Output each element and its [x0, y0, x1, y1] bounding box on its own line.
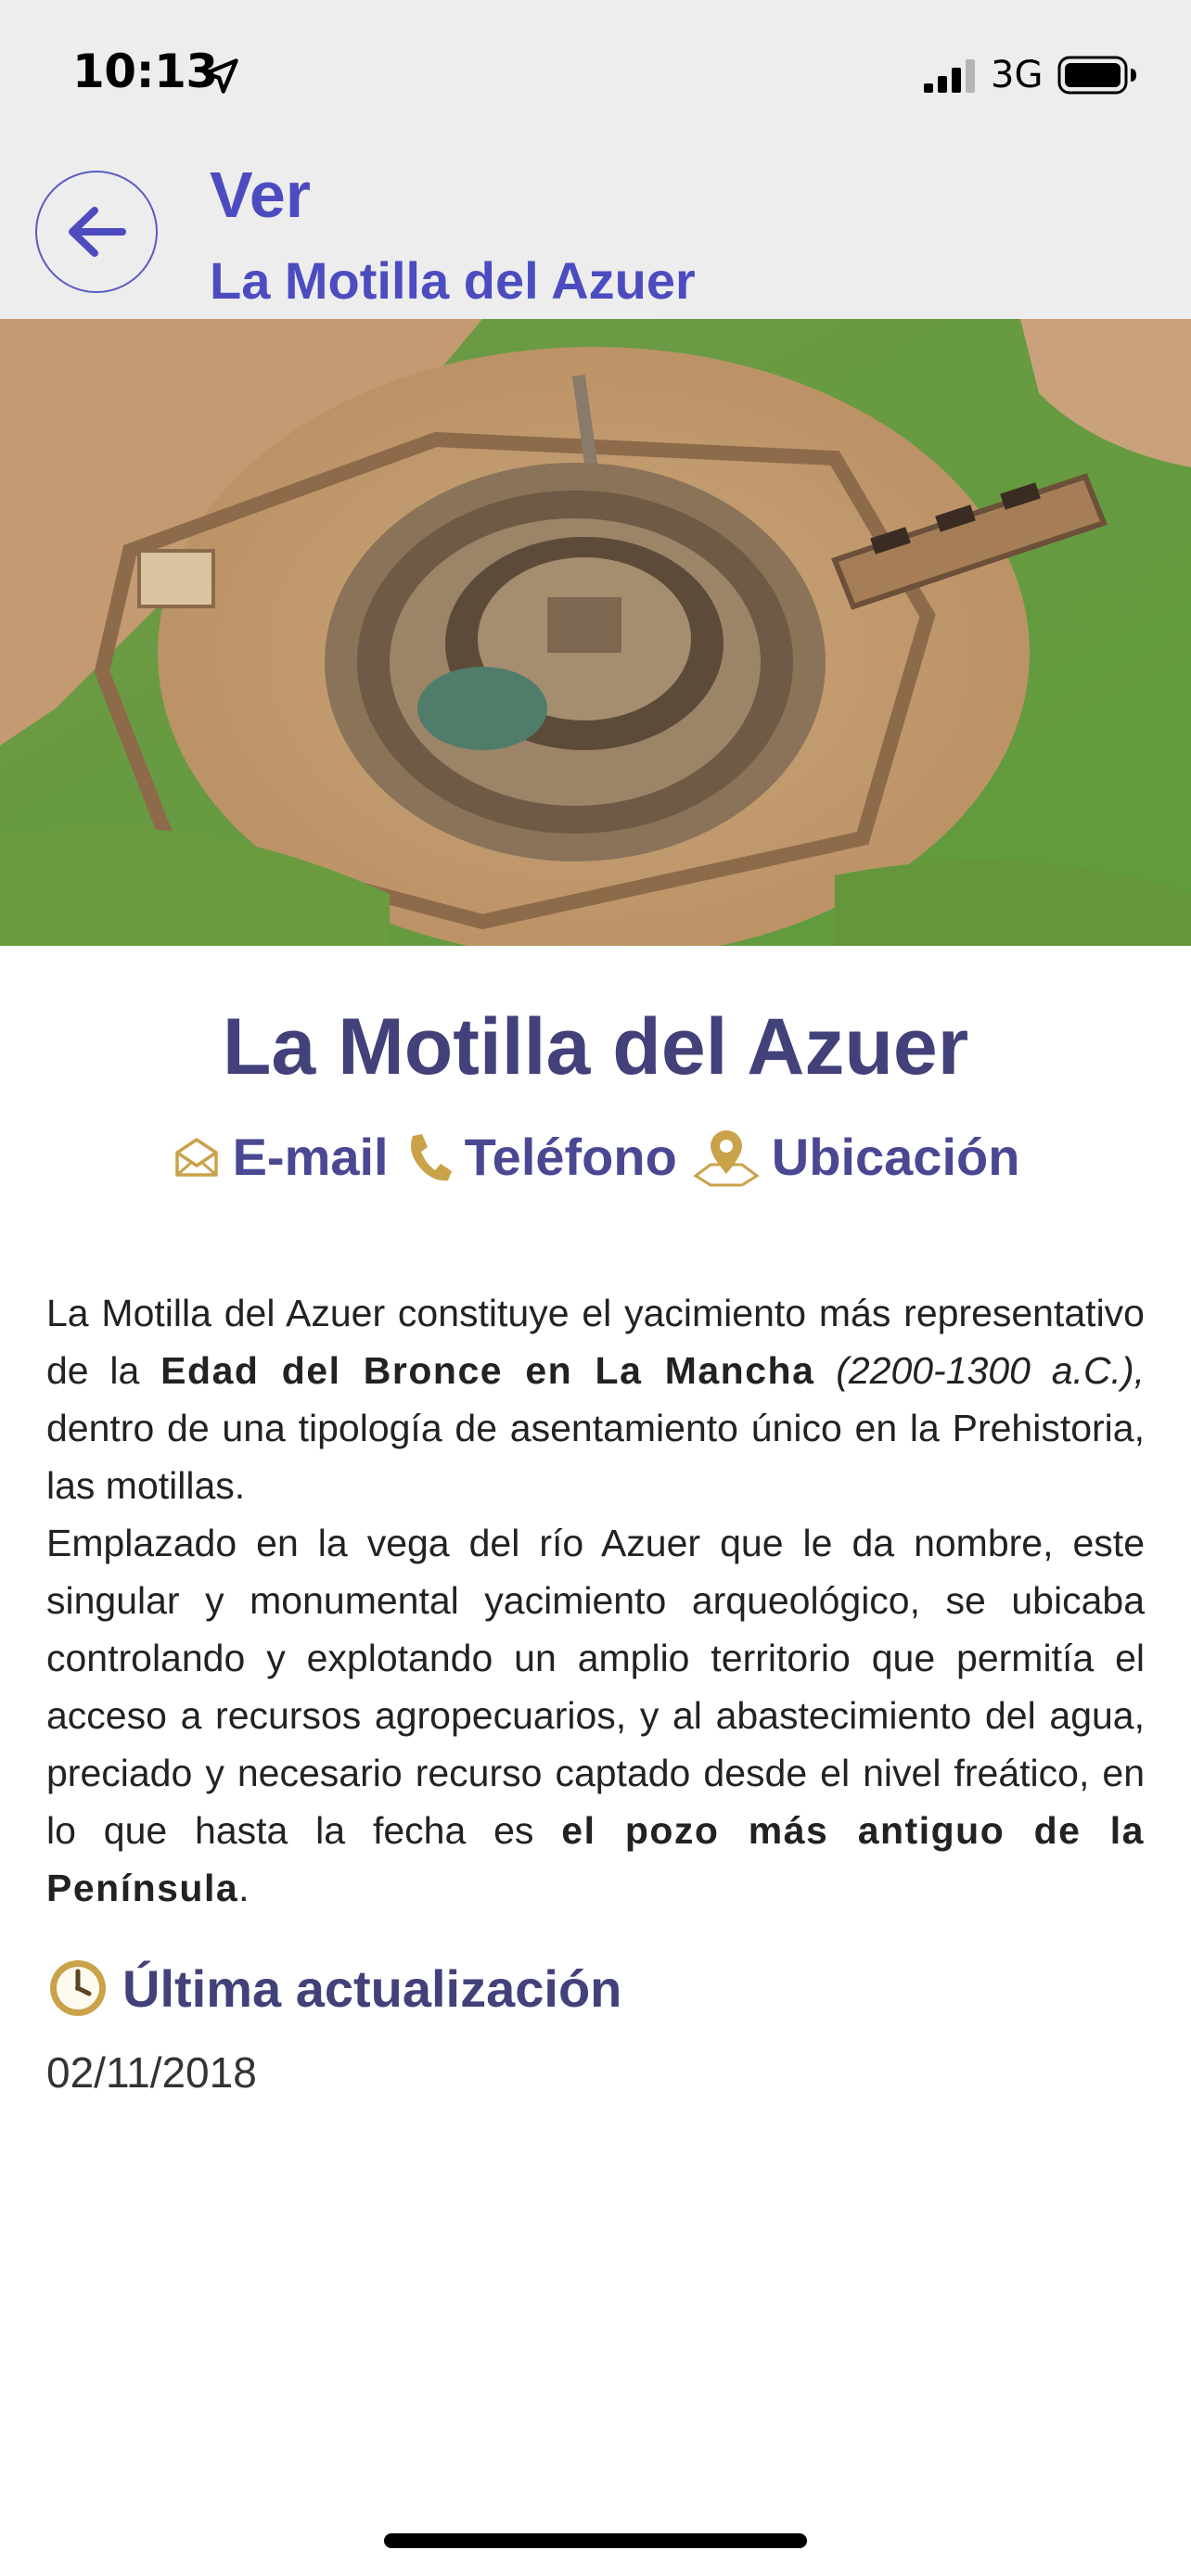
- home-indicator[interactable]: [384, 2533, 807, 2548]
- arrow-left-icon: [59, 195, 134, 269]
- description-italic-text: (2200-1300 a.C.),: [814, 1349, 1145, 1392]
- status-time: 10:13: [72, 45, 218, 98]
- description-paragraph-1: [46, 1284, 1145, 1514]
- description-bold-text: el pozo más antiguo de la Península: [46, 1809, 1145, 1909]
- site-photo: [0, 319, 1191, 946]
- last-update-header: [46, 1957, 621, 2020]
- description-text: Emplazado en la vega del río Azuer que le da nombre, este singular y monumental yacimiento arqueológico, se ubicaba controlando y explotando un amplio territorio que permitía el acceso a recursos agropecuarios, y al abastecimiento del agua, preciado y necesario recurso captado desde el nivel freático, en lo que hasta la fecha es: [46, 1522, 1145, 1852]
- phone-icon: [403, 1130, 454, 1184]
- location-link[interactable]: [692, 1127, 1020, 1187]
- description-bold-text: Edad del Bronce en La Mancha: [160, 1349, 815, 1392]
- description-text: .: [238, 1867, 250, 1909]
- site-description: [46, 1284, 1145, 1917]
- location-label: Ubicación: [771, 1128, 1020, 1186]
- location-arrow-icon: [200, 56, 241, 96]
- envelope-icon: [172, 1132, 222, 1182]
- phone-label: Teléfono: [464, 1128, 677, 1186]
- email-link[interactable]: [172, 1127, 389, 1187]
- site-title: La Motilla del Azuer: [222, 1002, 969, 1091]
- clock-icon: [46, 1957, 109, 2020]
- phone-link[interactable]: [403, 1127, 677, 1187]
- last-update-label: Última actualización: [122, 1958, 622, 2018]
- contact-actions: [0, 1127, 1191, 1187]
- email-label: E-mail: [232, 1128, 389, 1186]
- nav-title: Ver: [210, 159, 311, 231]
- description-paragraph-2: [46, 1514, 1145, 1917]
- app-header: [0, 0, 1191, 319]
- battery-icon: [1057, 54, 1137, 96]
- description-text: La Motilla del Azuer constituye el yacimiento más representativo de la: [46, 1292, 1145, 1392]
- back-button[interactable]: [35, 171, 158, 293]
- description-text: dentro de una tipología de asentamiento único en la Prehistoria, las motillas.: [46, 1407, 1145, 1507]
- signal-icon: [922, 57, 978, 95]
- map-pin-icon: [692, 1128, 761, 1187]
- status-bar: [0, 0, 1191, 148]
- network-type: 3G: [991, 54, 1044, 96]
- last-update-date: 02/11/2018: [46, 2048, 257, 2097]
- nav-subtitle: La Motilla del Azuer: [210, 251, 696, 310]
